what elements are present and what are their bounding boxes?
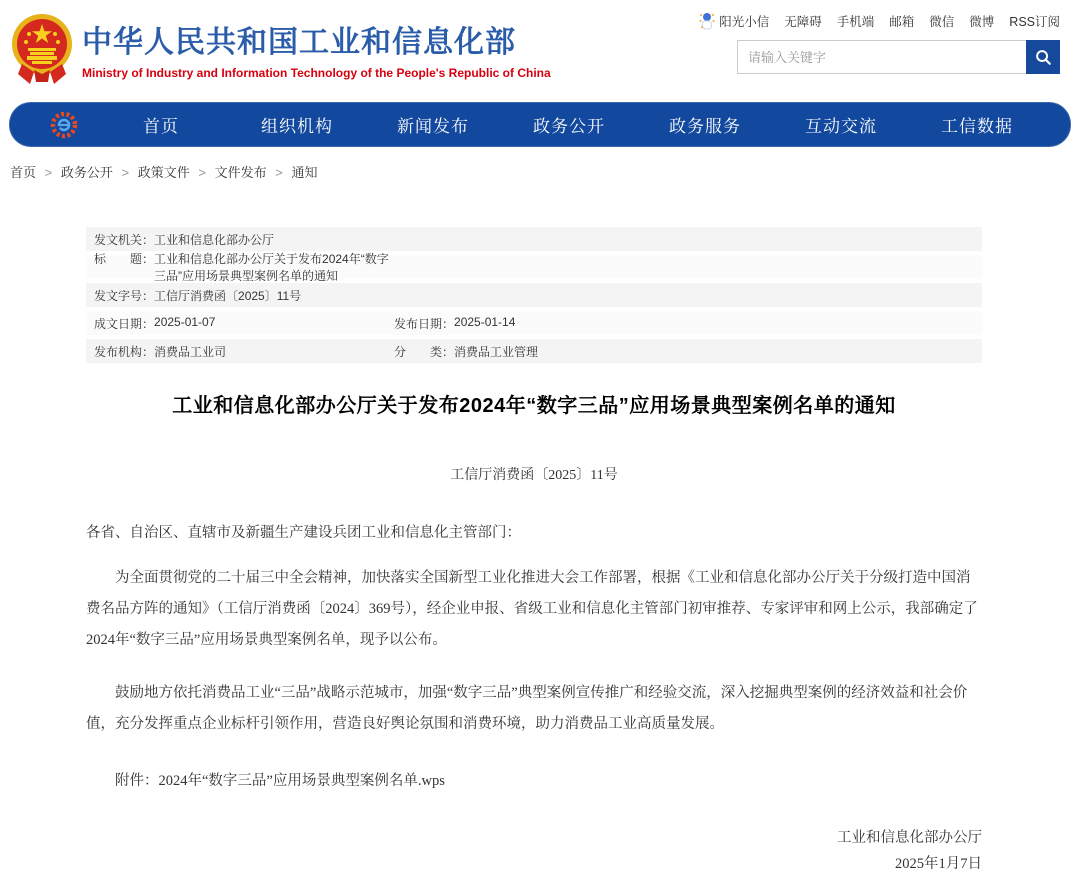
quick-link-rss[interactable]: RSS订阅 [1009,15,1060,29]
breadcrumb-separator: > [44,165,53,180]
nav-item-interaction[interactable]: 互动交流 [805,117,877,136]
site-subtitle: Ministry of Industry and Information Technology of the People's Republic of China [82,66,551,80]
nav-item-gov-disclosure[interactable]: 政务公开 [533,117,605,136]
site-title: 中华人民共和国工业和信息化部 [82,26,516,59]
meta-row-publisher-category [86,339,982,363]
breadcrumb-policy-files[interactable]: 政策文件 [137,165,190,180]
meta-value: 消费品工业司 [154,344,227,359]
search-input[interactable] [737,40,1026,74]
attachment-link[interactable]: 附件：2024年“数字三品”应用场景典型案例名单.wps [115,773,445,789]
miit-logo-icon [35,111,93,139]
meta-label: 发文机关： [94,232,155,247]
breadcrumb-separator: > [198,165,206,180]
search-button[interactable] [1026,40,1060,74]
nav-item-home[interactable]: 首页 [143,117,179,136]
meta-value: 2025-01-14 [454,314,516,329]
meta-label: 成文日期： [94,316,155,331]
site-header [0,0,1080,100]
main-nav [9,102,1071,147]
search-bar [737,40,1060,74]
breadcrumb-gov-disclosure[interactable]: 政务公开 [60,165,113,180]
quick-link-label: 阳光小信 [719,15,770,29]
meta-value: 2025-01-07 [154,314,216,329]
quick-link-weibo[interactable]: 微博 [969,15,995,29]
breadcrumb-file-release[interactable]: 文件发布 [214,165,267,180]
article-paragraph: 为全面贯彻党的二十届三中全会精神，加快落实全国新型工业化推进大会工作部署，根据《工业和信息化部办公厅关于分级打造中国消费名品方阵的通知》（工信厅消费函〔2024〕369号），经企业申报、省级工业和信息化主管部门初审推荐、专家评审和网上公示，我部确定了2024年“数字三品”应用场景典型案例名单，现予以公布。 [86,570,978,648]
signature-date: 2025年1月7日 [895,856,982,872]
breadcrumb [10,162,1080,181]
breadcrumb-home[interactable]: 首页 [10,165,37,180]
quick-links [699,12,1060,30]
breadcrumb-notice: 通知 [291,165,318,180]
meta-value: 工业和信息化部办公厅 [154,232,275,247]
article-paragraph: 鼓励地方依托消费品工业“三品”战略示范城市，加强“数字三品”典型案例宣传推广和经验交流，深入挖掘典型案例的经济效益和社会价值，充分发挥重点企业标杆引领作用，营造良好舆论氛围和消费环境，助力消费品工业高质量发展。 [86,685,968,732]
meta-row-title [86,252,982,283]
article-doc-number: 工信厅消费函〔2025〕11号 [450,468,618,483]
quick-link-mail[interactable]: 邮箱 [889,15,915,29]
quick-link-chatbot[interactable] [699,12,769,30]
meta-label: 标 题： [94,252,155,266]
signature-agency: 工业和信息化部办公厅 [837,830,982,846]
search-icon [1034,48,1052,66]
document-area [86,227,982,877]
article-body [86,518,982,877]
article-salutation: 各省、自治区、直辖市及新疆生产建设兵团工业和信息化主管部门： [86,525,521,541]
nav-item-data[interactable]: 工信数据 [941,117,1013,136]
meta-row-issuing-agency [86,227,982,251]
signature-block [86,825,982,877]
quick-link-accessibility[interactable]: 无障碍 [784,15,822,29]
breadcrumb-separator: > [121,165,130,180]
nav-item-organization[interactable]: 组织机构 [261,117,333,136]
quick-link-mobile[interactable]: 手机端 [836,15,875,29]
article-title: 工业和信息化部办公厅关于发布2024年“数字三品”应用场景典型案例名单的通知 [172,395,896,417]
meta-label: 发布机构： [94,344,155,359]
chatbot-robot-icon [699,12,715,30]
meta-value: 消费品工业管理 [454,344,539,359]
nav-item-news[interactable]: 新闻发布 [397,117,469,136]
meta-value: 工信厅消费函〔2025〕11号 [154,288,302,303]
meta-label: 发布日期： [394,316,455,331]
site-title-block [82,17,551,80]
quick-link-wechat[interactable]: 微信 [929,15,955,29]
meta-label: 发文字号： [94,288,155,303]
meta-row-dates [86,311,982,335]
meta-value: 工业和信息化部办公厅关于发布2024年“数字三品”应用场景典型案例名单的通知 [154,252,389,283]
national-emblem-icon [10,12,74,86]
meta-row-doc-number [86,283,982,307]
meta-label: 分 类： [394,344,455,359]
breadcrumb-separator: > [275,165,283,180]
nav-item-gov-services[interactable]: 政务服务 [669,117,741,136]
document-meta-table [86,227,982,363]
